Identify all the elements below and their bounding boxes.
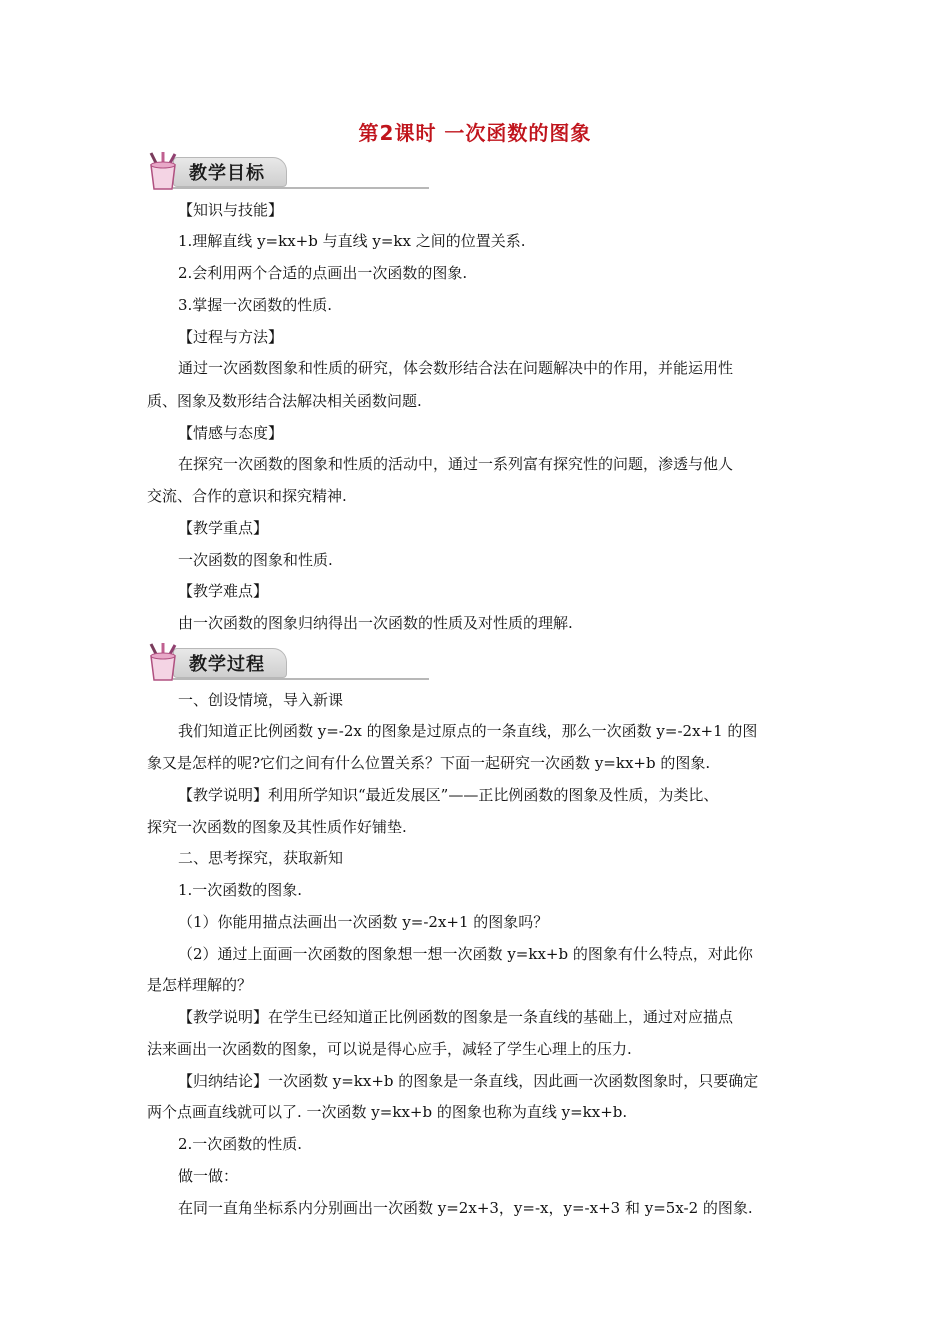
paragraph-line: 3.掌握一次函数的性质. xyxy=(178,296,333,314)
subheading: 【知识与技能】 xyxy=(178,201,284,219)
paragraph-line: 由一次函数的图象归纳得出一次函数的性质及对性质的理解. xyxy=(178,614,573,632)
paragraph-line: 一次函数的图象和性质. xyxy=(178,551,333,569)
paragraph-line: 是怎样理解的？ xyxy=(147,976,253,994)
paragraph-line: 2.会利用两个合适的点画出一次函数的图象. xyxy=(178,264,468,282)
paragraph-line: 【归纳结论】一次函数 y=kx+b 的图象是一条直线，因此画一次函数图象时，只要确定 xyxy=(178,1072,759,1090)
paragraph-line: （1）你能用描点法画出一次函数 y=-2x+1 的图象吗？ xyxy=(178,913,549,931)
section-header-goals xyxy=(143,151,291,193)
paragraph-line: 法来画出一次函数的图象，可以说是得心应手，减轻了学生心理上的压力. xyxy=(147,1040,632,1058)
subheading: 【教学重点】 xyxy=(178,519,269,537)
section-title-process: 教学过程 xyxy=(189,654,265,675)
pencil-cup-icon xyxy=(143,151,183,193)
paragraph-line: 1.理解直线 y=kx+b 与直线 y=kx 之间的位置关系. xyxy=(178,232,526,250)
paragraph-line: 1.一次函数的图象. xyxy=(178,881,303,899)
badge-underline xyxy=(173,187,429,189)
paragraph-line: 在同一直角坐标系内分别画出一次函数 y=2x+3，y=-x，y=-x+3 和 y=5x-2 的图象. xyxy=(178,1199,753,1217)
paragraph-line: （2）通过上面画一次函数的图象想一想一次函数 y=kx+b 的图象有什么特点，对此你 xyxy=(178,945,753,963)
paragraph-line: 交流、合作的意识和探究精神. xyxy=(147,487,347,505)
paragraph-line: 我们知道正比例函数 y=-2x 的图象是过原点的一条直线，那么一次函数 y=-2x+1 的图 xyxy=(178,722,758,740)
subheading: 【过程与方法】 xyxy=(178,328,284,346)
section-title-goals: 教学目标 xyxy=(189,163,265,184)
badge-underline xyxy=(173,678,429,680)
section-heading: 二、思考探究，获取新知 xyxy=(178,849,344,867)
paragraph-line: 探究一次函数的图象及其性质作好铺垫. xyxy=(147,818,407,836)
paragraph-line: 象又是怎样的呢?它们之间有什么位置关系？下面一起研究一次函数 y=kx+b 的图象. xyxy=(147,754,711,772)
paragraph-line: 质、图象及数形结合法解决相关函数问题. xyxy=(147,392,422,410)
pencil-cup-icon xyxy=(143,642,183,684)
subheading: 【情感与态度】 xyxy=(178,424,284,442)
paragraph-line: 【教学说明】利用所学知识“最近发展区”——正比例函数的图象及性质，为类比、 xyxy=(178,786,719,804)
paragraph-line: 【教学说明】在学生已经知道正比例函数的图象是一条直线的基础上，通过对应描点 xyxy=(178,1008,734,1026)
section-heading: 一、创设情境，导入新课 xyxy=(178,691,344,709)
paragraph-line: 2.一次函数的性质. xyxy=(178,1135,303,1153)
section-header-process xyxy=(143,642,291,684)
paragraph-line: 两个点画直线就可以了. 一次函数 y=kx+b 的图象也称为直线 y=kx+b. xyxy=(147,1103,628,1121)
paragraph-line: 做一做： xyxy=(178,1167,239,1185)
page-title: 第2课时 一次函数的图象 xyxy=(358,121,592,145)
paragraph-line: 在探究一次函数的图象和性质的活动中，通过一系列富有探究性的问题，渗透与他人 xyxy=(178,455,734,473)
subheading: 【教学难点】 xyxy=(178,582,269,600)
paragraph-line: 通过一次函数图象和性质的研究，体会数形结合法在问题解决中的作用，并能运用性 xyxy=(178,359,734,377)
